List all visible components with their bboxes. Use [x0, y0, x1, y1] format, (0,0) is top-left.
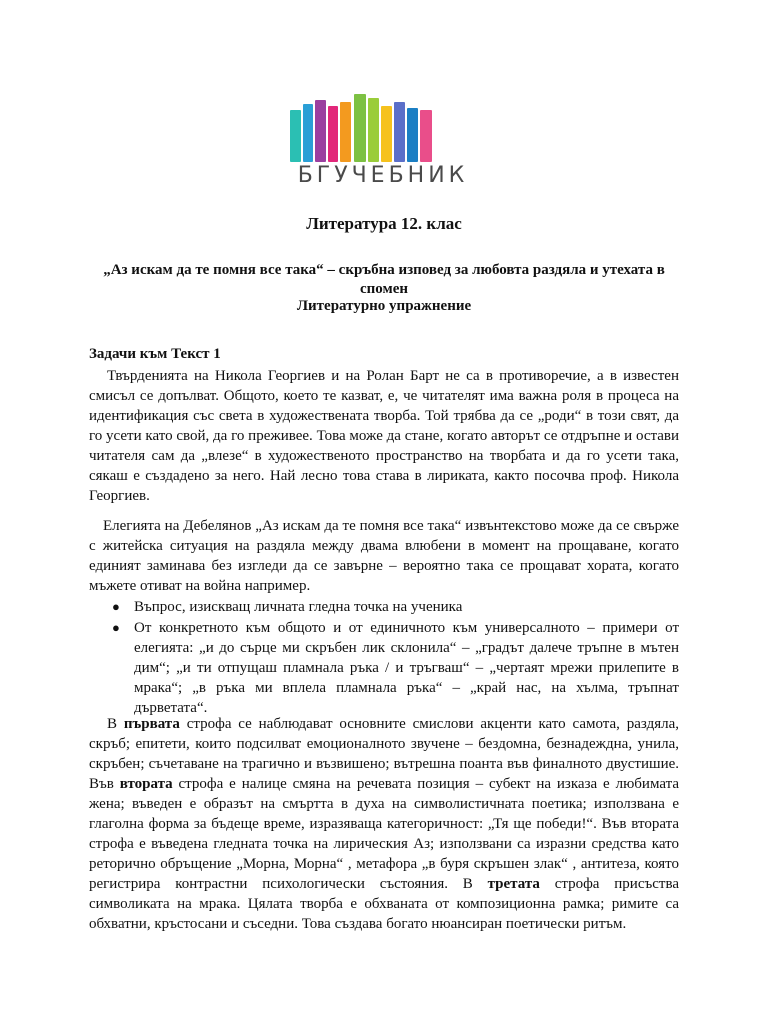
bold-term-first: първата [123, 716, 180, 732]
list-item-text: Въпрос, изискващ личната гледна точка на ученика [134, 599, 463, 615]
bullet-icon: ● [112, 599, 120, 614]
document-subtitle: „Аз искам да те помня все така“ – скръбна изповед за любовта раздяла и утехата в спомен [103, 262, 665, 297]
list-item [89, 597, 679, 617]
tasks-heading: Задачи към Текст 1 [89, 346, 221, 362]
paragraph-3 [89, 714, 679, 934]
bold-term-second: втората [119, 776, 173, 792]
bullet-list [89, 597, 679, 719]
bullet-icon: ● [112, 620, 120, 635]
books-logo-icon [288, 92, 478, 162]
text-run: строфа присъства символиката на мрака. Цялата творба е обхваната от композиционна рамка; римите са обхватни, кръстосани и съседни. Това създава богато нюансиран поетически ритъм. [89, 876, 679, 932]
text-run: строфа се наблюдават основните смислови акценти като самота, раздяла, скръб; епитети, които подсилват емоционалното звучене – бездомна, безнадеждна, унила, скръбен; съчетаване на трагично и възвишено; вътрешна поанта във финалното двустишие. Във [89, 716, 679, 792]
list-item [89, 618, 679, 718]
page-title: Литература 12. клас [306, 214, 462, 233]
logo-wordmark: БГУЧЕБНИК [297, 163, 469, 188]
bguchebnik-logo [288, 92, 478, 192]
paragraph-2: Елегията на Дебелянов „Аз искам да те помня все така“ извънтекстово може да се свърже с житейска ситуация на раздяла между двама влюбени в момент на прощаване, когато единият заминава без изгледи да се завърне – вероятно така се прощават хората, когато мъжете отиват на война например. [89, 518, 679, 594]
paragraph-1: Твърденията на Никола Георгиев и на Ролан Барт не са в противоречие, а в известен смисъл се допълват. Общото, което те казват, е, че читателят има важна роля в процеса на идентификация със света в художествената творба. Той трябва да се „роди“ в този свят, да го усети като свой, да го преживее. Това може да стане, когато авторът се отдръпне и остави читателя сам да „влезе“ в художественото пространство на творбата и да го усети така, сякаш е създадено за него. Най лесно това става в лириката, както посочва проф. Никола Георгиев. [89, 368, 679, 504]
exercise-label: Литературно упражнение [296, 298, 472, 314]
text-run: В [107, 716, 124, 732]
bold-term-third: третата [487, 876, 540, 892]
text-run: строфа е налице смяна на речевата позиция – субект на изказа е любимата жена; въведен е образът на смъртта в духа на символистичната поетика; използвана е глаголна форма за бъдеще време, изразяваща категоричност: „Тя ще победи!“. Във втората строфа е въведена гледната точка на лирическия Аз; използвани са изразни средства като реторично обръщение „Морна, Морна“ , метафора „в буря скръшен злак“ , антитеза, която регистрира контрастни психологически състояния. В [89, 776, 679, 892]
list-item-text: От конкретното към общото и от единичното към универсалното – примери от елегията: „и до сърце ми скръбен лик склонила“ – „градът далече тръпне в мътен дим“; „и ти отпущаш пламнала ръка / и тръгваш“ – „чертаят мрежи прилепите в мрака“; „в ръка ми вплела пламнала ръка“ – „край нас, на хълма, тръпнат дърветата“. [134, 620, 679, 716]
